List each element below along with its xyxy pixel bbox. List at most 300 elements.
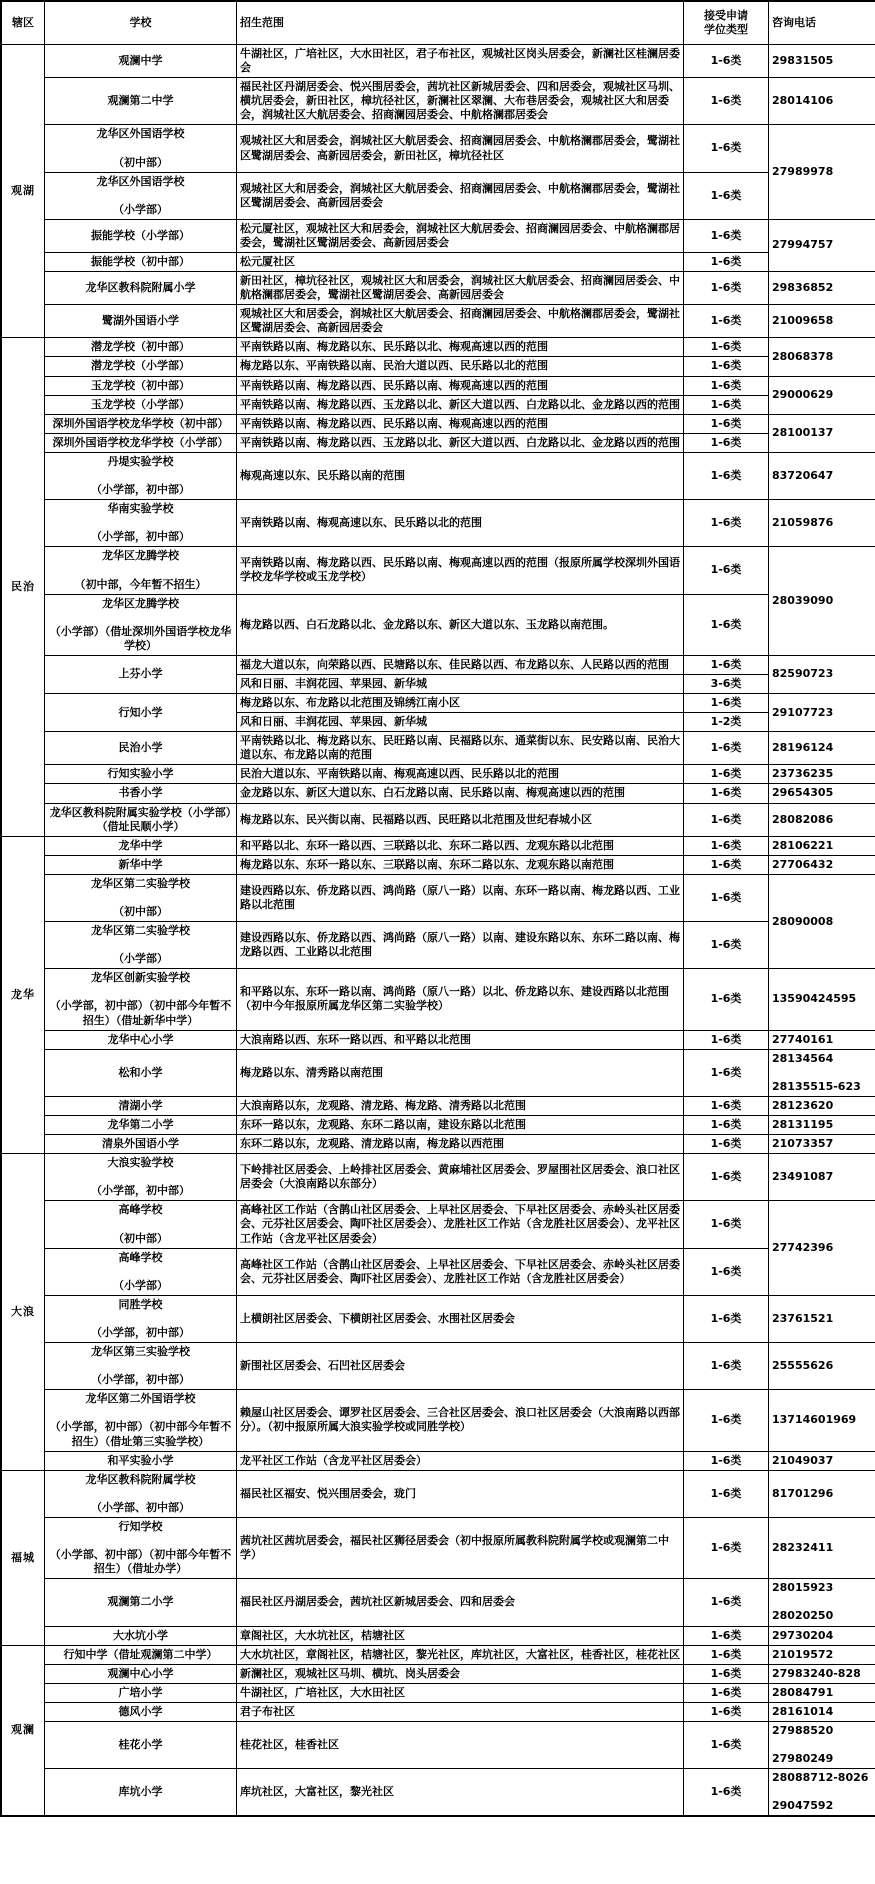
contact-phone-cell	[769, 547, 875, 656]
text-line: 龙华区第三实验学校	[91, 1345, 190, 1359]
text-line: 上芬小学	[118, 667, 163, 681]
school-name-cell	[45, 765, 237, 784]
text-line: 28131195	[772, 1118, 834, 1131]
school-name-cell	[45, 1096, 237, 1115]
text-line: 观澜中学	[118, 54, 163, 68]
text-line: 龙华区外国语学校	[96, 127, 185, 141]
text-line: （小学部）	[113, 952, 168, 966]
text-line: 28068378	[772, 349, 834, 363]
text-line: 鹭湖外国语小学	[102, 314, 179, 328]
seat-type-cell: 1-6类	[684, 1579, 769, 1626]
enrollment-scope-cell: 章阁社区，大水坑社区，桔塘社区	[237, 1626, 684, 1645]
seat-type-cell: 1-6类	[684, 1295, 769, 1342]
text-line: 高峰学校	[118, 1203, 163, 1217]
text-line: 29107723	[772, 705, 834, 719]
text-line: 27988520	[772, 1723, 834, 1737]
text-line: 28232411	[772, 1541, 834, 1555]
seat-type-cell: 1-6类	[684, 414, 769, 433]
enrollment-scope-cell: 茜坑社区茜坑居委会，福民社区狮径居委会（初中报原所属教科院附属学校或观澜第二中学）	[237, 1517, 684, 1578]
contact-phone-cell	[769, 272, 875, 305]
column-header-seat-type	[684, 1, 769, 45]
district-cell: 龙华	[1, 836, 45, 1153]
contact-phone-cell	[769, 836, 875, 855]
enrollment-scope-cell: 牛湖社区，广培社区，大水田社区	[237, 1683, 684, 1702]
text-line: 13590424595	[772, 992, 857, 1006]
table-row	[1, 1451, 875, 1470]
enrollment-scope-cell: 观城社区大和居委会，润城社区大航居委会、招商澜园居委会、中航格澜郡居委会，鹭湖社区鹭湖居委会、高新园居委会	[237, 305, 684, 338]
text-line: 27994757	[772, 238, 834, 252]
text-line: 大浪实验学校	[107, 1156, 174, 1170]
enrollment-scope-cell: 观城社区大和居委会，润城社区大航居委会、招商澜园居委会、中航格澜郡居委会，鹭湖社区鹭湖居委会、高新园居委会，新田社区，樟坑径社区	[237, 125, 684, 172]
text-line: 行知学校	[118, 1519, 163, 1533]
contact-phone-cell	[769, 414, 875, 452]
text-line: 29000629	[772, 388, 834, 402]
table-row	[1, 1030, 875, 1049]
text-line: 行知小学	[118, 705, 163, 719]
table-row	[1, 1769, 875, 1817]
school-name-cell	[45, 803, 237, 836]
text-line: （初中部）	[113, 904, 168, 918]
school-name-cell	[45, 732, 237, 765]
text-line: 和平实验小学	[107, 1453, 174, 1467]
seat-type-cell: 1-6类	[684, 376, 769, 395]
text-line: 民治小学	[118, 741, 163, 755]
seat-type-cell: 1-6类	[684, 547, 769, 594]
text-line: （小学部，初中部）	[91, 1373, 190, 1387]
table-row	[1, 338, 875, 357]
text-line: 29730204	[772, 1628, 834, 1642]
school-name-cell	[45, 1664, 237, 1683]
text-line: 振能学校（初中部）	[91, 255, 190, 269]
text-line: 29836852	[772, 281, 834, 295]
contact-phone-cell	[769, 1721, 875, 1768]
seat-type-cell: 1-6类	[684, 338, 769, 357]
text-line: 27706432	[772, 857, 834, 871]
enrollment-scope-cell: 和平路以北、东环一路以西、三联路以北、东环二路以西、龙观东路以北范围	[237, 836, 684, 855]
text-line: （小学部，初中部）	[91, 1184, 190, 1198]
table-row	[1, 1248, 875, 1295]
text-line: 83720647	[772, 468, 834, 482]
text-line: （小学部、初中部）	[91, 1500, 190, 1514]
enrollment-scope-cell: 库坑社区，大富社区，黎光社区	[237, 1769, 684, 1817]
seat-type-cell: 1-6类	[684, 357, 769, 376]
district-cell: 大浪	[1, 1154, 45, 1471]
seat-type-cell: 1-6类	[684, 874, 769, 921]
contact-phone-cell	[769, 1343, 875, 1390]
enrollment-scope-cell: 大浪南路以东，龙观路、清龙路、梅龙路、清秀路以北范围	[237, 1096, 684, 1115]
seat-type-cell: 1-6类	[684, 433, 769, 452]
text-line: 龙华区外国语学校	[96, 174, 185, 188]
school-name-cell	[45, 969, 237, 1030]
seat-type-cell: 1-6类	[684, 452, 769, 499]
table-row	[1, 1154, 875, 1201]
contact-phone-cell	[769, 1626, 875, 1645]
table-row	[1, 1664, 875, 1683]
school-name-cell	[45, 855, 237, 874]
school-name-cell	[45, 1451, 237, 1470]
contact-phone-cell	[769, 1096, 875, 1115]
school-name-cell	[45, 305, 237, 338]
table-row	[1, 1517, 875, 1578]
text-line: 潜龙学校（小学部）	[91, 359, 190, 373]
text-line: 27740161	[772, 1032, 834, 1046]
text-line: 龙华区第二外国语学校	[85, 1392, 196, 1406]
text-line: 21009658	[772, 314, 834, 328]
table-row	[1, 784, 875, 803]
district-cell: 福城	[1, 1470, 45, 1645]
text-line: 大水坑小学	[113, 1628, 168, 1642]
table-row	[1, 855, 875, 874]
column-header-phone: 咨询电话	[769, 1, 875, 45]
table-row	[1, 172, 875, 219]
text-line: 德风小学	[118, 1704, 163, 1718]
text-line: （小学部）（借址深圳外国语学校龙华学校）	[49, 624, 232, 652]
table-row	[1, 1116, 875, 1135]
text-line: 21073357	[772, 1137, 834, 1151]
text-line: 21059876	[772, 516, 834, 530]
enrollment-scope-cell: 君子布社区	[237, 1702, 684, 1721]
seat-type-cell: 1-6类	[684, 1135, 769, 1154]
enrollment-scope-cell: 赖屋山社区居委会、谭罗社区居委会、三合社区居委会、浪口社区居委会（大浪南路以西部分）。（初中报原所属大浪实验学校或同胜学校）	[237, 1390, 684, 1451]
table-row	[1, 253, 875, 272]
school-name-cell	[45, 125, 237, 172]
seat-type-cell: 1-6类	[684, 1030, 769, 1049]
seat-type-cell: 1-2类	[684, 713, 769, 732]
district-cell: 观湖	[1, 45, 45, 338]
seat-type-cell: 1-6类	[684, 1343, 769, 1390]
text-line: 龙华第二小学	[107, 1118, 174, 1131]
enrollment-scope-cell: 建设西路以东、侨龙路以西、鸿尚路（原八一路）以南、东环一路以南、梅龙路以西、工业路以北范围	[237, 874, 684, 921]
table-row	[1, 1135, 875, 1154]
text-line: 29047592	[772, 1799, 834, 1813]
table-row	[1, 452, 875, 499]
text-line: 库坑小学	[118, 1785, 163, 1799]
enrollment-scope-cell: 龙平社区工作站（含龙平社区居委会）	[237, 1451, 684, 1470]
seat-type-cell: 1-6类	[684, 1390, 769, 1451]
text-line: 28015923	[772, 1581, 834, 1595]
table-row	[1, 272, 875, 305]
table-row	[1, 414, 875, 433]
text-line: （小学部，初中部）	[91, 1326, 190, 1340]
enrollment-scope-cell: 新围社区居委会、石凹社区居委会	[237, 1343, 684, 1390]
seat-type-cell: 1-6类	[684, 1702, 769, 1721]
contact-phone-cell	[769, 1201, 875, 1295]
text-line: 28088712-8026	[772, 1771, 869, 1785]
text-line: 龙华区教科院附属小学	[85, 281, 196, 295]
text-line: 29654305	[772, 786, 834, 800]
text-line: 28084791	[772, 1685, 834, 1699]
school-name-cell	[45, 1248, 237, 1295]
enrollment-scope-cell: 东环一路以东，龙观路、东环二路以南，建设东路以北范围	[237, 1116, 684, 1135]
school-name-cell	[45, 1769, 237, 1817]
table-row	[1, 1390, 875, 1451]
text-line: （小学部，初中部）（初中部今年暂不招生）（借址第三实验学校）	[49, 1420, 232, 1448]
school-name-cell	[45, 922, 237, 969]
text-line: 新华中学	[118, 857, 163, 871]
enrollment-scope-cell: 新澜社区，观城社区马圳、横坑、岗头居委会	[237, 1664, 684, 1683]
seat-type-cell: 1-6类	[684, 305, 769, 338]
enrollment-scope-cell: 福民社区福安、悦兴围居委会，珑门	[237, 1470, 684, 1517]
text-line: 27980249	[772, 1752, 834, 1766]
contact-phone-cell	[769, 1683, 875, 1702]
text-line: 龙华区第二实验学校	[91, 924, 190, 938]
enrollment-scope-cell: 福民社区丹湖居委会，茜坑社区新城居委会、四和居委会	[237, 1579, 684, 1626]
text-line: 28020250	[772, 1609, 834, 1623]
text-line: 同胜学校	[118, 1297, 163, 1311]
text-line: 清湖小学	[118, 1098, 163, 1112]
school-name-cell	[45, 376, 237, 395]
seat-type-cell: 1-6类	[684, 1116, 769, 1135]
enrollment-scope-cell: 风和日丽、丰润花园、苹果园、新华城	[237, 674, 684, 693]
table-row	[1, 1470, 875, 1517]
seat-type-cell: 1-6类	[684, 395, 769, 414]
table-row	[1, 219, 875, 252]
text-line: 28039090	[772, 594, 834, 608]
text-line: 28196124	[772, 741, 834, 755]
contact-phone-cell	[769, 1702, 875, 1721]
school-name-cell	[45, 784, 237, 803]
enrollment-scope-cell: 平南铁路以南、梅龙路以西、民乐路以南、梅观高速以西的范围（报原所属学校深圳外国语学校龙华学校或玉龙学校）	[237, 547, 684, 594]
table-row	[1, 357, 875, 376]
text-line: 27742396	[772, 1241, 834, 1255]
enrollment-scope-cell: 松元厦社区	[237, 253, 684, 272]
text-line: 龙华区教科院附属实验学校（小学部）（借址民顺小学）	[49, 805, 232, 833]
text-line: 高峰学校	[118, 1250, 163, 1264]
table-row	[1, 765, 875, 784]
text-line: 28090008	[772, 914, 834, 928]
table-row	[1, 433, 875, 452]
table-row	[1, 1096, 875, 1115]
text-line: 深圳外国语学校龙华学校（初中部）	[52, 416, 229, 430]
table-row	[1, 922, 875, 969]
seat-type-cell: 1-6类	[684, 1248, 769, 1295]
table-row	[1, 594, 875, 655]
text-line: （初中部，今年暂不招生）	[74, 577, 207, 591]
contact-phone-cell	[769, 1579, 875, 1626]
district-cell: 观澜	[1, 1645, 45, 1816]
contact-phone-cell	[769, 1135, 875, 1154]
text-line: （小学部，初中部）	[91, 530, 190, 544]
text-line: 龙华区教科院附属学校	[85, 1472, 196, 1486]
enrollment-scope-cell: 和平路以东、东环一路以南、鸿尚路（原八一路）以北、侨龙路以东、建设西路以北范围（初中今年报原所属龙华区第二实验学校）	[237, 969, 684, 1030]
contact-phone-cell	[769, 78, 875, 125]
table-row	[1, 1645, 875, 1664]
table-row	[1, 125, 875, 172]
enrollment-scope-cell: 梅龙路以东、清秀路以南范围	[237, 1049, 684, 1096]
enrollment-scope-cell: 金龙路以东、新区大道以东、白石龙路以南、民乐路以南、梅观高速以西的范围	[237, 784, 684, 803]
school-name-cell	[45, 357, 237, 376]
school-name-cell	[45, 1154, 237, 1201]
seat-type-cell: 1-6类	[684, 803, 769, 836]
text-line: 28082086	[772, 812, 834, 826]
text-line: （小学部，初中部）（初中部今年暂不招生）（借址新华中学）	[49, 999, 232, 1027]
school-name-cell	[45, 452, 237, 499]
enrollment-scope-cell: 平南铁路以南、梅龙路以西、民乐路以南、梅观高速以西的范围	[237, 414, 684, 433]
contact-phone-cell	[769, 1470, 875, 1517]
seat-type-cell: 1-6类	[684, 922, 769, 969]
contact-phone-cell	[769, 1390, 875, 1451]
contact-phone-cell	[769, 784, 875, 803]
contact-phone-cell	[769, 45, 875, 78]
text-line: （初中部）	[113, 155, 168, 169]
school-name-cell	[45, 1030, 237, 1049]
school-name-cell	[45, 338, 237, 357]
enrollment-scope-cell: 东环二路以东，龙观路、清龙路以南，梅龙路以西范围	[237, 1135, 684, 1154]
seat-type-cell: 1-6类	[684, 836, 769, 855]
column-header-district: 辖区	[1, 1, 45, 45]
text-line: 华南实验学校	[107, 502, 174, 516]
seat-type-cell: 1-6类	[684, 765, 769, 784]
table-row	[1, 732, 875, 765]
school-name-cell	[45, 272, 237, 305]
text-line: 23761521	[772, 1311, 834, 1325]
seat-type-cell: 1-6类	[684, 694, 769, 713]
text-line: 观澜中心小学	[107, 1666, 174, 1680]
table-row	[1, 1201, 875, 1248]
text-line: 27989978	[772, 165, 834, 179]
enrollment-scope-cell: 牛湖社区，广培社区，大水田社区，君子布社区，观城社区岗头居委会，新澜社区桂澜居委会	[237, 45, 684, 78]
text-line: 28100137	[772, 426, 834, 440]
table-row	[1, 1683, 875, 1702]
text-line: （小学部）	[113, 1278, 168, 1292]
text-line: 28123620	[772, 1098, 834, 1112]
column-header-scope: 招生范围	[237, 1, 684, 45]
school-name-cell	[45, 547, 237, 594]
text-line: 23736235	[772, 767, 834, 781]
enrollment-scope-cell: 高峰社区工作站（含鹊山社区居委会、上早社区居委会、下早社区居委会、赤岭头社区居委会、元芬社区居委会、陶吓社区居委会）、龙胜社区工作站（含龙胜社区居委会）、龙平社区工作站（含龙平社区居委会）	[237, 1201, 684, 1248]
enrollment-scope-cell: 民治大道以东、平南铁路以南、梅观高速以西、民乐路以北的范围	[237, 765, 684, 784]
seat-type-cell: 1-6类	[684, 732, 769, 765]
text-line: 玉龙学校（小学部）	[91, 397, 190, 411]
text-line: 28161014	[772, 1704, 834, 1718]
text-line: 清泉外国语小学	[102, 1137, 179, 1151]
column-header-school: 学校	[45, 1, 237, 45]
school-name-cell	[45, 836, 237, 855]
text-line: 龙华中心小学	[107, 1032, 174, 1046]
enrollment-scope-cell: 新田社区，樟坑径社区，观城社区大和居委会，润城社区大航居委会、招商澜园居委会、中航格澜郡居委会，鹭湖社区鹭湖居委会、高新园居委会	[237, 272, 684, 305]
school-name-cell	[45, 172, 237, 219]
text-line: 书香小学	[118, 786, 163, 800]
contact-phone-cell	[769, 969, 875, 1030]
table-row	[1, 836, 875, 855]
enrollment-scope-cell: 福民社区丹湖居委会、悦兴围居委会，茜坑社区新城居委会、四和居委会，观城社区马圳、横坑居委会，新田社区，樟坑径社区，新澜社区翠澜、大布巷居委会，观城社区大和居委会，润城社区大航居委会、招商澜园居委会、中航格澜郡居委会	[237, 78, 684, 125]
seat-type-line-2: 学位类型	[704, 23, 748, 36]
contact-phone-cell	[769, 125, 875, 219]
school-name-cell	[45, 874, 237, 921]
seat-type-line-1: 接受申请	[704, 8, 748, 22]
school-name-cell	[45, 78, 237, 125]
contact-phone-cell	[769, 765, 875, 784]
seat-type-cell: 1-6类	[684, 1154, 769, 1201]
school-name-cell	[45, 433, 237, 452]
text-line: 观澜第二中学	[107, 94, 174, 108]
contact-phone-cell	[769, 1154, 875, 1201]
table-row	[1, 1295, 875, 1342]
text-line: 27983240-828	[772, 1666, 861, 1680]
text-line: 桂花小学	[118, 1737, 163, 1751]
table-row	[1, 1579, 875, 1626]
seat-type-cell: 1-6类	[684, 1470, 769, 1517]
seat-type-cell: 1-6类	[684, 219, 769, 252]
contact-phone-cell	[769, 1451, 875, 1470]
table-row	[1, 376, 875, 395]
seat-type-cell: 1-6类	[684, 1096, 769, 1115]
text-line: 21049037	[772, 1453, 834, 1467]
text-line: 13714601969	[772, 1413, 857, 1427]
seat-type-cell: 1-6类	[684, 500, 769, 547]
table-row	[1, 1626, 875, 1645]
seat-type-cell: 1-6类	[684, 272, 769, 305]
school-name-cell	[45, 1390, 237, 1451]
seat-type-cell: 1-6类	[684, 969, 769, 1030]
text-line: 龙华区龙腾学校	[102, 596, 179, 610]
seat-type-cell: 1-6类	[684, 78, 769, 125]
contact-phone-cell	[769, 1116, 875, 1135]
enrollment-scope-cell: 大水坑社区，章阁社区，桔塘社区，黎光社区，库坑社区，大富社区，桂香社区，桂花社区	[237, 1645, 684, 1664]
contact-phone-cell	[769, 219, 875, 271]
text-line: 28106221	[772, 838, 834, 852]
school-name-cell	[45, 1645, 237, 1664]
school-name-cell	[45, 694, 237, 732]
table-row	[1, 655, 875, 674]
contact-phone-cell	[769, 694, 875, 732]
text-line: （小学部、初中部）（初中部今年暂不招生）（借址办学）	[49, 1548, 232, 1576]
text-line: 82590723	[772, 667, 834, 681]
text-line: 行知实验小学	[107, 767, 174, 781]
text-line: 龙华区龙腾学校	[102, 549, 179, 563]
school-name-cell	[45, 219, 237, 252]
seat-type-cell: 1-6类	[684, 655, 769, 674]
table-header	[1, 1, 875, 45]
school-name-cell	[45, 414, 237, 433]
school-name-cell	[45, 1343, 237, 1390]
school-name-cell	[45, 1116, 237, 1135]
contact-phone-cell	[769, 305, 875, 338]
table-row	[1, 1049, 875, 1096]
table-row	[1, 78, 875, 125]
text-line: 25555626	[772, 1359, 834, 1373]
seat-type-cell: 1-6类	[684, 125, 769, 172]
enrollment-scope-cell: 梅龙路以东、民兴街以南、民福路以西、民旺路以北范围及世纪春城小区	[237, 803, 684, 836]
text-line: 深圳外国语学校龙华学校（小学部）	[52, 435, 229, 449]
school-name-cell	[45, 253, 237, 272]
text-line: （小学部）	[113, 202, 168, 216]
enrollment-scope-cell: 观城社区大和居委会，润城社区大航居委会、招商澜园居委会、中航格澜郡居委会，鹭湖社区鹭湖居委会、高新园居委会	[237, 172, 684, 219]
seat-type-cell: 1-6类	[684, 1664, 769, 1683]
enrollment-scope-cell: 平南铁路以南、梅龙路以西、民乐路以南、梅观高速以西的范围	[237, 376, 684, 395]
contact-phone-cell	[769, 1517, 875, 1578]
table-row	[1, 694, 875, 713]
seat-type-cell: 1-6类	[684, 1683, 769, 1702]
seat-type-cell: 1-6类	[684, 1721, 769, 1768]
contact-phone-cell	[769, 1769, 875, 1817]
table-row	[1, 547, 875, 594]
enrollment-scope-cell: 梅观高速以东、民乐路以南的范围	[237, 452, 684, 499]
contact-phone-cell	[769, 803, 875, 836]
text-line: 玉龙学校（初中部）	[91, 378, 190, 392]
seat-type-cell: 1-6类	[684, 172, 769, 219]
contact-phone-cell	[769, 1049, 875, 1096]
text-line: 28135515-623	[772, 1079, 861, 1093]
table-row	[1, 45, 875, 78]
school-name-cell	[45, 1470, 237, 1517]
header-row	[1, 1, 875, 45]
table-row	[1, 969, 875, 1030]
enrollment-scope-cell: 平南铁路以南、梅龙路以西、玉龙路以北、新区大道以西、白龙路以北、金龙路以西的范围	[237, 433, 684, 452]
contact-phone-cell	[769, 1645, 875, 1664]
enrollment-scope-cell: 大浪南路以西、东环一路以西、和平路以北范围	[237, 1030, 684, 1049]
enrollment-scope-cell: 梅龙路以东、布龙路以北范围及锦绣江南小区	[237, 694, 684, 713]
